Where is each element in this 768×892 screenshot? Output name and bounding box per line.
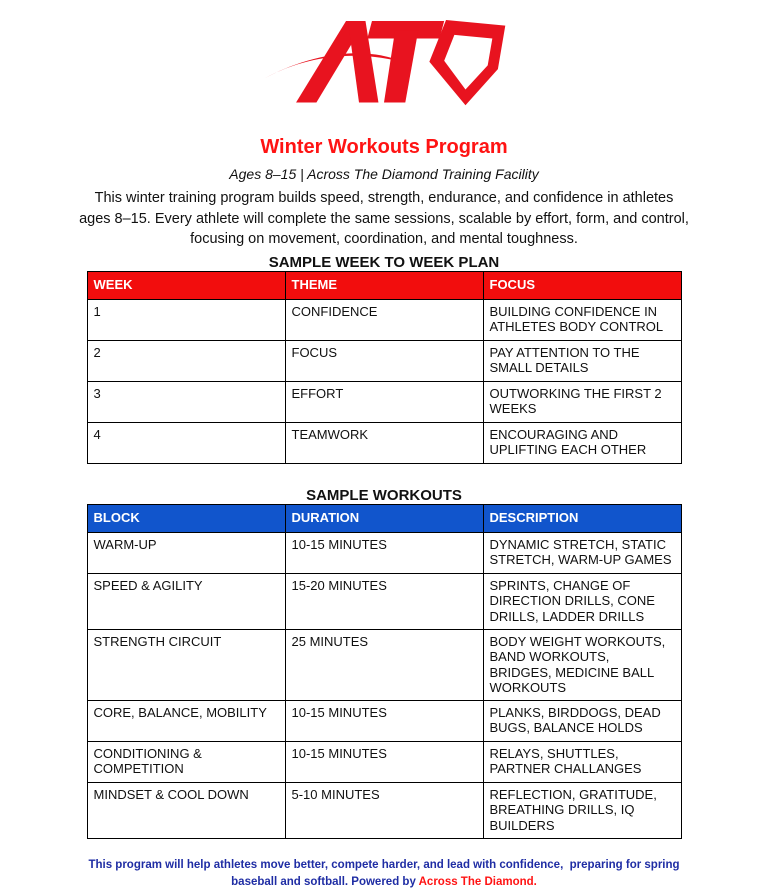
week-column-header: WEEK bbox=[87, 271, 285, 299]
table-row bbox=[87, 532, 681, 573]
week-plan-header-row bbox=[87, 271, 681, 299]
focus-cell: OUTWORKING THE FIRST 2 WEEKS bbox=[483, 381, 681, 422]
theme-cell: FOCUS bbox=[285, 340, 483, 381]
block-cell: CORE, BALANCE, MOBILITY bbox=[87, 700, 285, 741]
description-cell: BODY WEIGHT WORKOUTS, BAND WORKOUTS, BRIDGES, MEDICINE BALL WORKOUTS bbox=[483, 629, 681, 700]
workouts-header-row bbox=[87, 504, 681, 532]
theme-column-header: THEME bbox=[285, 271, 483, 299]
description-cell: REFLECTION, GRATITUDE, BREATHING DRILLS, IQ BUILDERS bbox=[483, 782, 681, 838]
logo-letter-t-stem bbox=[384, 30, 418, 102]
focus-column-header: FOCUS bbox=[483, 271, 681, 299]
duration-cell: 10-15 MINUTES bbox=[285, 532, 483, 573]
week-plan-table bbox=[87, 271, 682, 464]
block-cell: MINDSET & COOL DOWN bbox=[87, 782, 285, 838]
description-cell: RELAYS, SHUTTLES, PARTNER CHALLANGES bbox=[483, 741, 681, 782]
program-intro: This winter training program builds speed, strength, endurance, and confidence in athletes ages 8–15. Every athlete will complete the same sessions, scalable by effort, form, and control, focusing on movement, coordination, and mental toughness. bbox=[79, 190, 689, 248]
duration-column-header: DURATION bbox=[285, 504, 483, 532]
table-row bbox=[87, 381, 681, 422]
week-cell: 4 bbox=[87, 422, 285, 463]
focus-cell: PAY ATTENTION TO THE SMALL DETAILS bbox=[483, 340, 681, 381]
duration-cell: 5-10 MINUTES bbox=[285, 782, 483, 838]
week-cell: 2 bbox=[87, 340, 285, 381]
duration-cell: 10-15 MINUTES bbox=[285, 700, 483, 741]
week-cell: 3 bbox=[87, 381, 285, 422]
block-column-header: BLOCK bbox=[87, 504, 285, 532]
footer-note bbox=[84, 857, 684, 892]
workouts-table bbox=[87, 504, 682, 839]
atd-logo bbox=[0, 8, 768, 110]
atd-logo-graphic bbox=[259, 8, 509, 108]
table-row bbox=[87, 700, 681, 741]
week-cell: 1 bbox=[87, 299, 285, 340]
theme-cell: TEAMWORK bbox=[285, 422, 483, 463]
duration-cell: 15-20 MINUTES bbox=[285, 573, 483, 629]
theme-cell: EFFORT bbox=[285, 381, 483, 422]
table-row bbox=[87, 299, 681, 340]
table-row bbox=[87, 741, 681, 782]
program-title: Winter Workouts Program bbox=[260, 136, 508, 158]
table-row bbox=[87, 422, 681, 463]
theme-cell: CONFIDENCE bbox=[285, 299, 483, 340]
table-row bbox=[87, 573, 681, 629]
block-cell: SPEED & AGILITY bbox=[87, 573, 285, 629]
description-cell: SPRINTS, CHANGE OF DIRECTION DRILLS, CONE DRILLS, LADDER DRILLS bbox=[483, 573, 681, 629]
table-row bbox=[87, 782, 681, 838]
program-subtitle: Ages 8–15 | Across The Diamond Training Facility bbox=[229, 166, 539, 182]
description-cell: PLANKS, BIRDDOGS, DEAD BUGS, BALANCE HOLDS bbox=[483, 700, 681, 741]
focus-cell: ENCOURAGING AND UPLIFTING EACH OTHER bbox=[483, 422, 681, 463]
workouts-heading: SAMPLE WORKOUTS bbox=[306, 486, 462, 504]
duration-cell: 10-15 MINUTES bbox=[285, 741, 483, 782]
description-cell: DYNAMIC STRETCH, STATIC STRETCH, WARM-UP GAMES bbox=[483, 532, 681, 573]
week-plan-heading: SAMPLE WEEK TO WEEK PLAN bbox=[268, 253, 500, 271]
footer-text: This program will help athletes move better, compete harder, and lead with confidence, preparing for spring baseball and softball. Powered by bbox=[88, 858, 683, 889]
table-row bbox=[87, 629, 681, 700]
block-cell: WARM-UP bbox=[87, 532, 285, 573]
table-row bbox=[87, 340, 681, 381]
focus-cell: BUILDING CONFIDENCE IN ATHLETES BODY CONTROL bbox=[483, 299, 681, 340]
block-cell: STRENGTH CIRCUIT bbox=[87, 629, 285, 700]
duration-cell: 25 MINUTES bbox=[285, 629, 483, 700]
block-cell: CONDITIONING & COMPETITION bbox=[87, 741, 285, 782]
description-column-header: DESCRIPTION bbox=[483, 504, 681, 532]
footer-brand: Across The Diamond. bbox=[418, 876, 537, 889]
